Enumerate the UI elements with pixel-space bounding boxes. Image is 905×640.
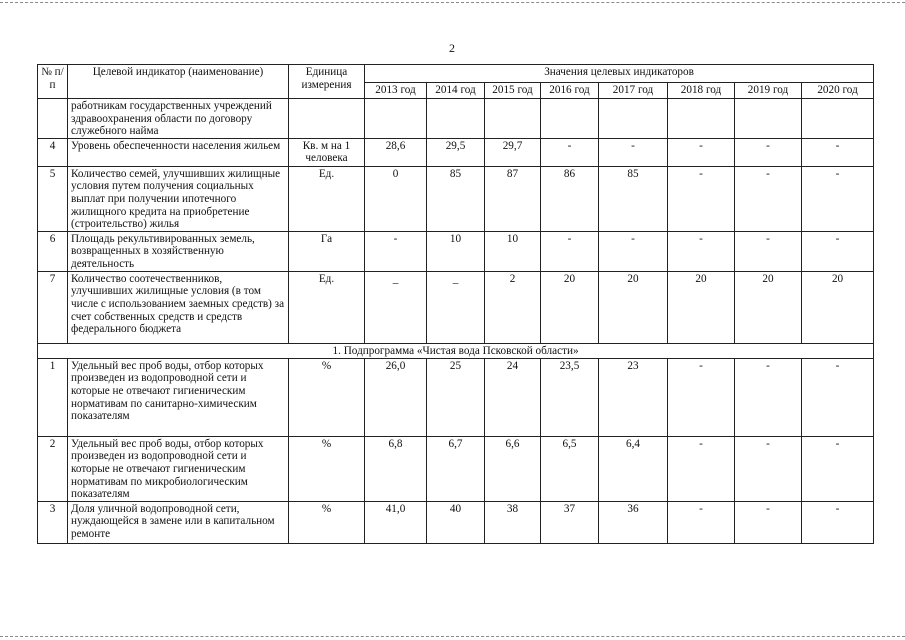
row-num: 6 xyxy=(38,231,68,271)
row-name: Количество соотечественников, улучшивших жилищные условия (в том числе с использованием заемных средств) за счет собственных средств и средств федерального бюджета xyxy=(68,271,289,343)
row-value: 6,8 xyxy=(365,436,427,501)
row-num: 2 xyxy=(38,436,68,501)
row-value: 87 xyxy=(485,166,541,231)
row-num: 3 xyxy=(38,501,68,543)
row-value: 6,7 xyxy=(427,436,485,501)
table-row xyxy=(38,358,874,436)
row-num xyxy=(38,99,68,139)
row-value: - xyxy=(735,231,802,271)
row-value: 0 xyxy=(365,166,427,231)
row-num: 1 xyxy=(38,358,68,436)
row-value: - xyxy=(541,138,599,166)
row-value: 6,4 xyxy=(599,436,668,501)
table-row xyxy=(38,231,874,271)
row-value: 20 xyxy=(541,271,599,343)
row-value: - xyxy=(735,358,802,436)
row-value: 29,7 xyxy=(485,138,541,166)
row-value: 23 xyxy=(599,358,668,436)
row-value: - xyxy=(802,138,874,166)
row-num: 7 xyxy=(38,271,68,343)
section-row xyxy=(38,343,874,358)
row-value: 26,0 xyxy=(365,358,427,436)
row-value: - xyxy=(735,166,802,231)
table-row xyxy=(38,271,874,343)
row-value: 23,5 xyxy=(541,358,599,436)
row-value xyxy=(427,99,485,139)
row-value: _ xyxy=(365,271,427,343)
year-2020: 2020 год xyxy=(802,83,874,99)
row-value: - xyxy=(541,231,599,271)
row-name: Удельный вес проб воды, отбор которых произведен из водопроводной сети и которые не отвечают гигиеническим нормативам по микробиологическим показателям xyxy=(68,436,289,501)
row-value: - xyxy=(802,436,874,501)
row-value xyxy=(365,99,427,139)
row-num: 5 xyxy=(38,166,68,231)
row-value: 41,0 xyxy=(365,501,427,543)
year-2018: 2018 год xyxy=(668,83,735,99)
row-name: Площадь рекультивированных земель, возвращенных в хозяйственную деятельность xyxy=(68,231,289,271)
row-value: - xyxy=(365,231,427,271)
table-row xyxy=(38,436,874,501)
row-value xyxy=(802,99,874,139)
row-value: _ xyxy=(427,271,485,343)
row-value: 38 xyxy=(485,501,541,543)
row-unit: % xyxy=(289,501,365,543)
row-value: - xyxy=(802,501,874,543)
row-value: - xyxy=(668,358,735,436)
year-2019: 2019 год xyxy=(735,83,802,99)
row-value xyxy=(599,99,668,139)
scan-bottom-edge xyxy=(0,636,905,637)
year-2017: 2017 год xyxy=(599,83,668,99)
year-2016: 2016 год xyxy=(541,83,599,99)
year-2015: 2015 год xyxy=(485,83,541,99)
table-row xyxy=(38,99,874,139)
row-value: 24 xyxy=(485,358,541,436)
row-value: - xyxy=(668,231,735,271)
table-row xyxy=(38,501,874,543)
table-row xyxy=(38,166,874,231)
row-unit: Га xyxy=(289,231,365,271)
row-value: 20 xyxy=(802,271,874,343)
row-value: 86 xyxy=(541,166,599,231)
row-value: 29,5 xyxy=(427,138,485,166)
row-unit: % xyxy=(289,436,365,501)
page-number: 2 xyxy=(449,41,455,55)
row-value: 36 xyxy=(599,501,668,543)
row-value: - xyxy=(802,231,874,271)
row-value: - xyxy=(735,501,802,543)
row-value: 6,6 xyxy=(485,436,541,501)
scan-top-edge xyxy=(0,2,905,3)
row-value: - xyxy=(599,231,668,271)
row-value: 10 xyxy=(485,231,541,271)
row-value: 28,6 xyxy=(365,138,427,166)
row-value: - xyxy=(668,166,735,231)
row-value: - xyxy=(802,358,874,436)
row-value: 20 xyxy=(735,271,802,343)
table-row xyxy=(38,138,874,166)
row-value: 10 xyxy=(427,231,485,271)
row-value: - xyxy=(668,138,735,166)
row-value: 20 xyxy=(599,271,668,343)
year-2014: 2014 год xyxy=(427,83,485,99)
row-value xyxy=(668,99,735,139)
row-value: - xyxy=(668,501,735,543)
row-value: 85 xyxy=(427,166,485,231)
row-unit: Ед. xyxy=(289,271,365,343)
row-name: Количество семей, улучшивших жилищные условия путем получения социальных выплат при получении ипотечного жилищного кредита на приобретение (строительство) жилья xyxy=(68,166,289,231)
row-value: 37 xyxy=(541,501,599,543)
row-value: - xyxy=(599,138,668,166)
row-value: 85 xyxy=(599,166,668,231)
row-unit: % xyxy=(289,358,365,436)
header-values-group: Значения целевых индикаторов xyxy=(365,65,874,83)
row-num: 4 xyxy=(38,138,68,166)
row-value: 6,5 xyxy=(541,436,599,501)
row-unit xyxy=(289,99,365,139)
row-value: - xyxy=(668,436,735,501)
year-2013: 2013 год xyxy=(365,83,427,99)
row-name: работникам государственных учреждений здравоохранения области по договору служебного найма xyxy=(68,99,289,139)
row-value xyxy=(485,99,541,139)
header-unit: Единица измерения xyxy=(289,65,365,99)
header-row xyxy=(38,65,874,83)
row-value: 2 xyxy=(485,271,541,343)
row-value: - xyxy=(802,166,874,231)
row-unit: Кв. м на 1 человека xyxy=(289,138,365,166)
section-title: 1. Подпрограмма «Чистая вода Псковской области» xyxy=(38,343,874,358)
row-value xyxy=(735,99,802,139)
row-name: Удельный вес проб воды, отбор которых произведен из водопроводной сети и которые не отвечают гигиеническим нормативам по санитарно-химическим показателям xyxy=(68,358,289,436)
row-value: 20 xyxy=(668,271,735,343)
row-value: 40 xyxy=(427,501,485,543)
header-num: № п/п xyxy=(38,65,68,99)
row-name: Доля уличной водопроводной сети, нуждающейся в замене или в капитальном ремонте xyxy=(68,501,289,543)
row-name: Уровень обеспеченности населения жильем xyxy=(68,138,289,166)
row-unit: Ед. xyxy=(289,166,365,231)
row-value xyxy=(541,99,599,139)
row-value: - xyxy=(735,138,802,166)
row-value: - xyxy=(735,436,802,501)
row-value: 25 xyxy=(427,358,485,436)
indicators-table xyxy=(37,64,874,544)
header-name: Целевой индикатор (наименование) xyxy=(68,65,289,99)
